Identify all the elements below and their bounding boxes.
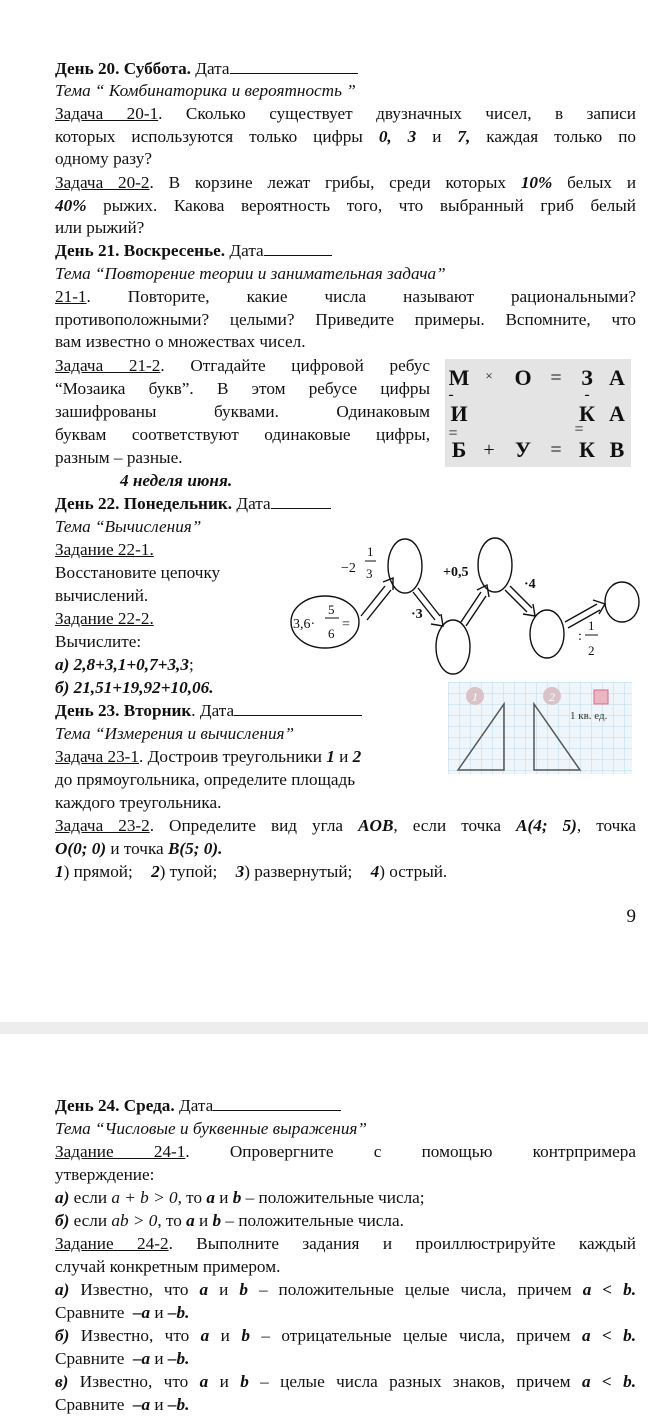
- task23-2-text: и точка: [110, 839, 164, 858]
- task22-1-line2: вычислений.: [55, 586, 149, 605]
- text: Известно, что: [80, 1326, 190, 1345]
- point-o: O(0; 0): [55, 839, 107, 858]
- task24-2-line2: случай конкретным примером.: [55, 1257, 281, 1276]
- task24-2-text: . Выполните задания и проиллюстрируйте каждый: [168, 1234, 636, 1253]
- op1-prefix: −2: [341, 561, 356, 576]
- chain-arrow: [361, 586, 391, 620]
- day24-title: День 24. Среда.: [55, 1096, 175, 1115]
- task20-1-digit7: 7,: [457, 127, 471, 146]
- and-word: и: [220, 1326, 230, 1345]
- task24-1-line1: [55, 1141, 636, 1163]
- and-word: и: [219, 1280, 229, 1299]
- task20-1-text: . Сколько существует двузначных чисел, в записи: [158, 104, 636, 123]
- neg-a: –a: [132, 1303, 151, 1322]
- chain-arrow-head: [431, 614, 443, 626]
- comparison: a < b.: [581, 1326, 637, 1345]
- rebus-cell: К: [579, 401, 595, 426]
- task22-1-label: Задание 22-1.: [55, 540, 154, 559]
- textbook-page-10: [0, 1034, 648, 1413]
- text: – положительные целые числа, причем: [258, 1280, 572, 1299]
- option-number: 4: [370, 862, 380, 881]
- text: если: [73, 1188, 108, 1207]
- day20-title: День 20. Суббота.: [55, 59, 191, 78]
- task20-1-label: Задача 20-1: [55, 104, 159, 123]
- day22-topic: Тема “Вычисления”: [55, 517, 202, 536]
- var-a: a: [199, 1280, 209, 1299]
- point-a: A(4; 5): [516, 816, 577, 835]
- rebus-cell: А: [609, 365, 625, 390]
- var-b: b: [232, 1188, 242, 1207]
- task23-2-line2: [55, 838, 222, 860]
- task24-2-line1: [55, 1233, 636, 1255]
- task20-2-label: Задача 20-2: [55, 173, 150, 192]
- text: , то: [157, 1211, 182, 1230]
- task24-2-c: [55, 1371, 636, 1393]
- var-b: b: [240, 1372, 249, 1391]
- date-blank: [271, 493, 331, 509]
- task24-2-b: [55, 1325, 636, 1347]
- task21-2-line4: буквам соответствуют одинаковые цифры,: [55, 425, 430, 444]
- task20-1-line2: [55, 126, 636, 148]
- date-label: Дата: [199, 701, 235, 720]
- task23-2-options: [55, 861, 447, 883]
- start-eq: =: [342, 617, 350, 632]
- rebus-cell: =: [550, 367, 562, 389]
- task20-1-text: каждая только по: [486, 127, 637, 146]
- op1-num: 1: [367, 544, 374, 559]
- rebus-cell: У: [514, 437, 532, 462]
- date-blank: [234, 700, 362, 716]
- op3: +0,5: [443, 565, 469, 580]
- task23-2-text: , точка: [576, 816, 637, 835]
- item-marker: б): [55, 1326, 70, 1345]
- var-b: b: [212, 1211, 222, 1230]
- chain-arrow-head: [593, 600, 605, 614]
- unit-square: [594, 690, 608, 704]
- task20-2-line2: [55, 195, 636, 217]
- rebus-equals: =: [448, 425, 458, 442]
- text: , то: [177, 1188, 203, 1207]
- option-1: ) прямой;: [63, 862, 133, 881]
- item-marker: а): [55, 1188, 70, 1207]
- task20-2-line3: или рыжий?: [55, 218, 145, 237]
- day20-heading: [55, 58, 358, 80]
- task20-2-text: . В корзине лежат грибы, среди которых: [149, 173, 507, 192]
- chain-arrow-head: [383, 578, 393, 590]
- chain-oval-5[interactable]: [605, 582, 639, 622]
- option-number: 3: [235, 862, 245, 881]
- rebus-minus: -: [448, 386, 454, 403]
- task24-1-line2: утверждение:: [55, 1165, 155, 1184]
- rebus-cell: М: [448, 365, 470, 390]
- rebus-minus: -: [584, 386, 590, 403]
- task21-1-text: . Повторите, какие числа называют рациональными?: [86, 287, 636, 306]
- start-den: 6: [328, 626, 335, 641]
- punct: ;: [188, 655, 194, 674]
- text: Известно, что: [80, 1280, 189, 1299]
- compare-word: Сравните: [55, 1303, 125, 1322]
- neg-b: –b.: [167, 1303, 190, 1322]
- day21-topic: Тема “Повторение теории и занимательная задача”: [55, 264, 446, 283]
- var-a: a: [206, 1188, 215, 1207]
- text: – положительные числа;: [245, 1188, 425, 1207]
- op5-num: 1: [588, 618, 595, 633]
- task24-1-label: Задание 24-1: [55, 1142, 186, 1161]
- rebus-cell: В: [609, 437, 625, 462]
- rebus-table: [445, 359, 631, 467]
- chain-oval-2[interactable]: [436, 620, 470, 674]
- text: – положительные числа.: [225, 1211, 404, 1230]
- day23-topic: Тема “Измерения и вычисления”: [55, 724, 295, 743]
- task20-2-text: белых и: [567, 173, 637, 192]
- date-label: Дата: [236, 494, 271, 513]
- task20-1-digits: 0, 3: [378, 127, 417, 146]
- item-marker: а): [55, 1280, 70, 1299]
- task23-1-line1: [55, 746, 361, 768]
- day24-heading: [55, 1095, 341, 1117]
- task20-1-line3: одному разу?: [55, 149, 152, 168]
- day21-title: День 21. Воскресенье.: [55, 241, 226, 260]
- task21-2-line1: [55, 355, 430, 377]
- task23-2-label: Задача 23-2: [55, 816, 150, 835]
- option-4: ) острый.: [379, 862, 448, 881]
- triangles-grid-figure: [448, 682, 632, 774]
- neg-a: –a: [132, 1395, 151, 1414]
- and-word: и: [339, 747, 349, 766]
- option-number: 2: [151, 862, 160, 881]
- date-blank: [264, 240, 332, 256]
- item-marker: б): [55, 1211, 70, 1230]
- unit-label: 1 кв. ед.: [570, 710, 608, 722]
- neg-a: –a: [132, 1349, 151, 1368]
- date-label: Дата: [229, 241, 264, 260]
- rebus-cell: К: [579, 437, 595, 462]
- rebus-cell: =: [550, 439, 562, 461]
- chain-oval-3[interactable]: [478, 538, 512, 592]
- point-b: B(5; 0).: [167, 839, 223, 858]
- chain-oval-4[interactable]: [530, 610, 564, 658]
- day24-topic: Тема “Числовые и буквенные выражения”: [55, 1119, 367, 1138]
- task24-2-label: Задание 24-2: [55, 1234, 169, 1253]
- badge-2-text: 2: [549, 690, 555, 704]
- task23-1-line2: до прямоугольника, определите площадь: [55, 770, 356, 789]
- task21-2-text: . Отгадайте цифровой ребус: [160, 356, 431, 375]
- task24-1-b: [55, 1210, 404, 1232]
- page-separator: [0, 1022, 648, 1034]
- comparison: a < b.: [582, 1280, 637, 1299]
- task24-2-b-compare: [55, 1348, 189, 1370]
- op5-prefix: :: [578, 629, 582, 644]
- rebus-cell: ×: [485, 368, 493, 383]
- item-marker: а): [55, 655, 70, 674]
- and-word: и: [154, 1349, 164, 1368]
- page-number: 9: [626, 906, 636, 927]
- start-num: 5: [328, 602, 335, 617]
- task22-2-label: Задание 22-2.: [55, 609, 154, 628]
- op1-den: 3: [366, 566, 373, 581]
- task23-2-text: . Определите вид угла: [149, 816, 344, 835]
- neg-b: –b.: [167, 1395, 190, 1414]
- task20-2-text: рыжих. Какова вероятность того, что выбранный гриб белый: [103, 196, 637, 215]
- var-a: a: [200, 1326, 210, 1345]
- chain-arrow: [461, 592, 486, 626]
- task24-2-a: [55, 1279, 636, 1301]
- option-2: ) тупой;: [159, 862, 218, 881]
- task20-1-text: которых используются только цифры: [55, 127, 363, 146]
- rebus-cell: И: [450, 401, 468, 426]
- rebus-equals: =: [574, 421, 584, 438]
- triangle-number: 1: [326, 747, 335, 766]
- text: – отрицательные целые числа, причем: [261, 1326, 571, 1345]
- rebus-cell: О: [514, 365, 532, 390]
- triangle-number: 2: [352, 747, 362, 766]
- task21-1-line1: [55, 286, 636, 308]
- task23-1-text: . Достроив треугольники: [139, 747, 322, 766]
- task24-1-a: [55, 1187, 425, 1209]
- day22-title: День 22. Понедельник.: [55, 494, 233, 513]
- calculation-chain-diagram: [285, 530, 645, 680]
- and-word: и: [154, 1395, 164, 1414]
- var-a: a: [199, 1372, 209, 1391]
- week-heading: 4 неделя июня.: [120, 471, 233, 490]
- rebus-cell: А: [609, 401, 625, 426]
- task22-2-b-expression: 21,51+19,92+10,06.: [73, 678, 214, 697]
- neg-b: –b.: [167, 1349, 190, 1368]
- date-label: Дата: [179, 1096, 214, 1115]
- comparison: a < b.: [581, 1372, 637, 1391]
- rebus-cell: +: [483, 439, 495, 461]
- task22-2-text: Вычислите:: [55, 632, 142, 651]
- var-b: b: [239, 1280, 248, 1299]
- day23-title: День 23. Вторник: [55, 701, 192, 720]
- task23-2-line1: [55, 815, 636, 837]
- text: если: [73, 1211, 108, 1230]
- expression: a + b > 0: [111, 1188, 178, 1207]
- task20-2-percent2: 40%: [55, 196, 87, 215]
- rebus-cell: Б: [451, 437, 467, 462]
- task21-2-label: Задача 21-2: [55, 356, 161, 375]
- task21-1-line3: вам известно о множествах чисел.: [55, 332, 306, 351]
- task21-2-line3: зашифрованы буквами. Одинаковым: [55, 402, 430, 421]
- task22-1-line1: Восстановите цепочку: [55, 563, 221, 582]
- var-b: b: [241, 1326, 250, 1345]
- and-word: и: [154, 1303, 164, 1322]
- task20-2-percent1: 10%: [520, 173, 553, 192]
- item-marker: в): [55, 1372, 69, 1391]
- and-word: и: [199, 1211, 209, 1230]
- task21-2-line2: “Мозаика букв”. В этом ребусе цифры: [55, 379, 430, 398]
- chain-arrow: [565, 604, 600, 628]
- task21-1-line2: противоположными? целыми? Приведите примеры. Вспомните, что: [55, 310, 636, 329]
- task20-1-and: и: [432, 127, 442, 146]
- badge-1-text: 1: [472, 690, 478, 704]
- date-blank: [230, 58, 358, 74]
- option-3: ) развернутый;: [244, 862, 353, 881]
- task22-2-a-expression: 2,8+3,1+0,7+3,3: [73, 655, 189, 674]
- item-marker: б): [55, 678, 70, 697]
- day23-heading: День 23. Вторник. Дата: [55, 700, 362, 722]
- var-a: a: [186, 1211, 195, 1230]
- op5-den: 2: [588, 643, 595, 658]
- task21-2-line5: разным – разные.: [55, 448, 183, 467]
- task24-1-text: . Опровергните с помощью контрпримера: [185, 1142, 636, 1161]
- option-number: 1: [55, 862, 64, 881]
- task20-2-line1: [55, 172, 636, 194]
- angle-name: AOB: [358, 816, 394, 835]
- task22-2-a: [55, 654, 194, 676]
- compare-word: Сравните: [55, 1395, 125, 1414]
- day20-topic: Тема “ Комбинаторика и вероятность ”: [55, 81, 356, 100]
- date-label: Дата: [195, 59, 230, 78]
- text: – целые числа разных знаков, причем: [260, 1372, 571, 1391]
- task22-2-b: [55, 677, 214, 699]
- op2: ·3: [411, 607, 423, 622]
- and-word: и: [219, 1188, 229, 1207]
- text: Известно, что: [79, 1372, 189, 1391]
- date-blank: [213, 1095, 341, 1111]
- task23-1-line3: каждого треугольника.: [55, 793, 222, 812]
- day22-heading: [55, 493, 331, 515]
- task20-1-line1: [55, 103, 636, 125]
- and-word: и: [219, 1372, 229, 1391]
- task23-1-label: Задача 23-1: [55, 747, 139, 766]
- task23-2-text: , если точка: [393, 816, 502, 835]
- rebus-cell: З: [581, 365, 593, 390]
- expression: ab > 0: [111, 1211, 158, 1230]
- compare-word: Сравните: [55, 1349, 125, 1368]
- task21-1-label: 21-1: [55, 287, 87, 306]
- day21-heading: [55, 240, 332, 262]
- op4: ·4: [524, 577, 536, 592]
- task24-2-a-compare: [55, 1302, 189, 1324]
- start-value: 3,6·: [293, 617, 316, 632]
